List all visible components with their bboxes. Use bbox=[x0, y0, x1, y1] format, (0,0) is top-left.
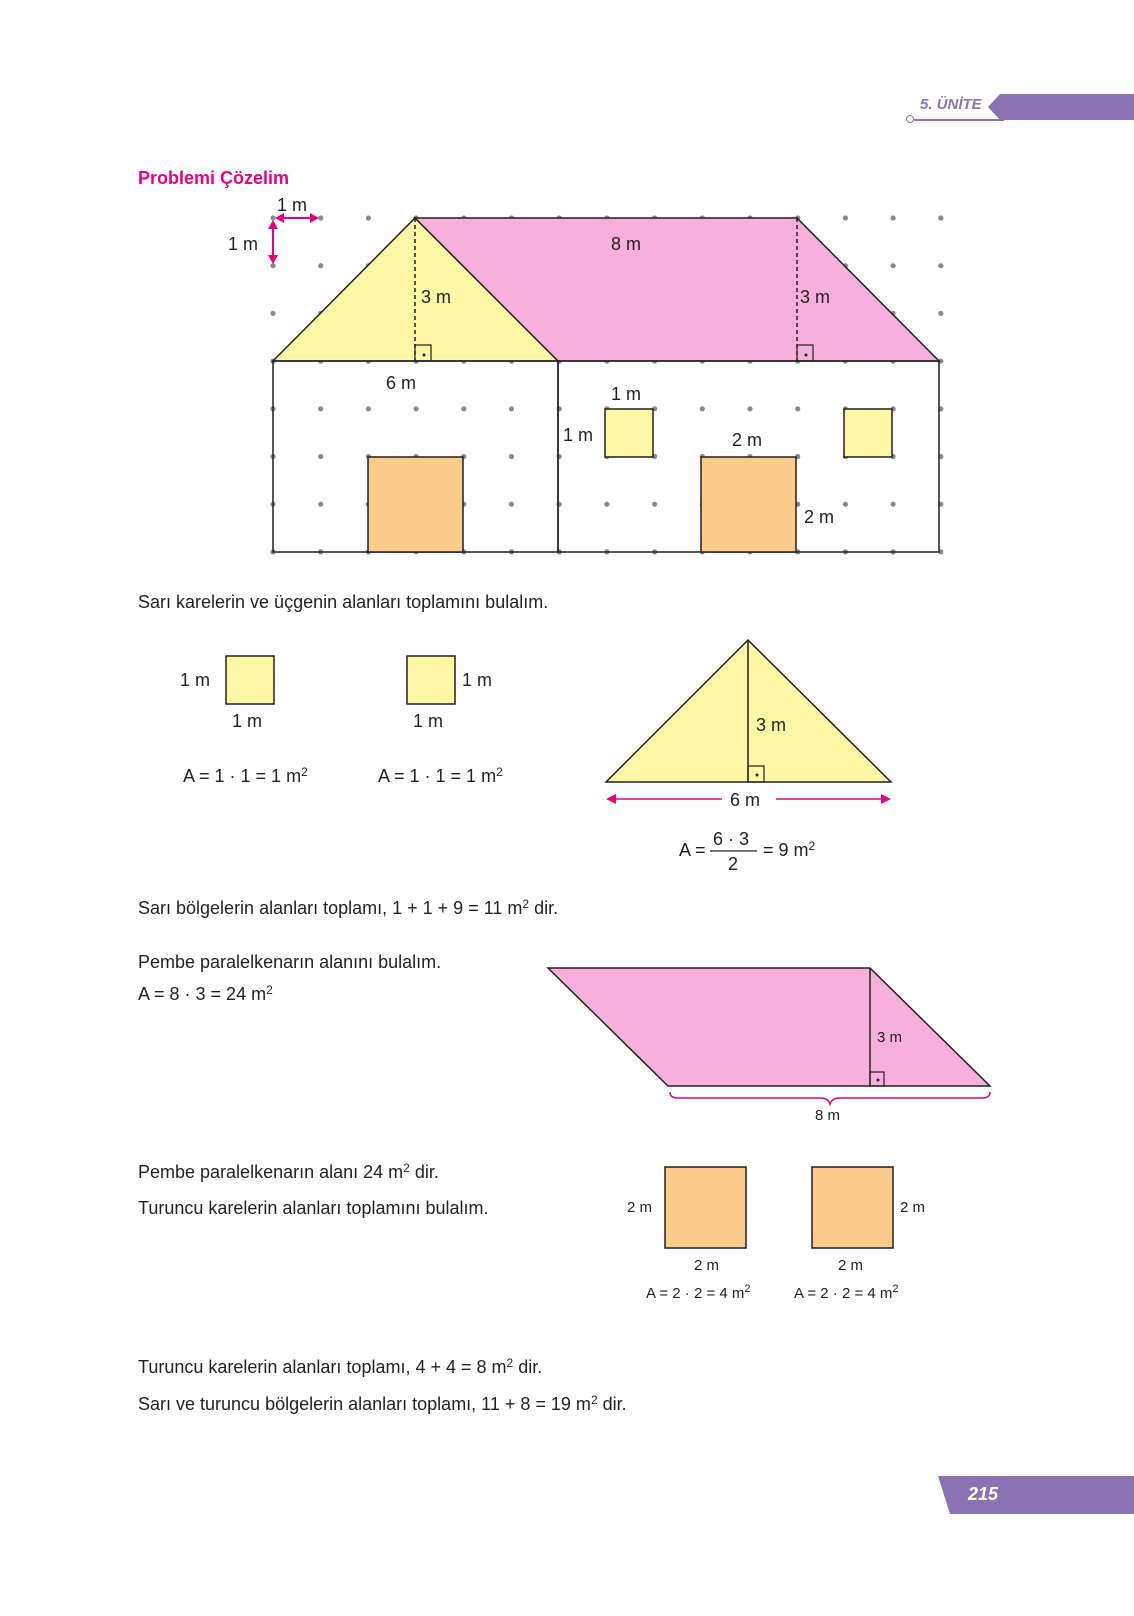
yellow-square-2-formula: A = 1 · 1 = 1 $m^2$ bbox=[378, 765, 503, 786]
parallelogram-intro: Pembe paralelkenarın alanını bulalım. bbox=[138, 952, 442, 972]
intro-yellow: Sarı karelerin ve üçgenin alanları toplamını bulalım. bbox=[138, 592, 549, 612]
yellow-triangle-base-label: 6 m bbox=[730, 790, 761, 810]
parallelogram-height-label: 3 m bbox=[800, 287, 831, 307]
window-top-label: 1 m bbox=[611, 384, 642, 404]
yellow-square-1-side: 1 m bbox=[180, 670, 211, 690]
unit-label-vertical: 1 m bbox=[228, 234, 259, 254]
parallelogram-formula: A = 8 · 3 = 24 $m^2$ bbox=[138, 983, 273, 1004]
pink-parallelogram-base-label: 8 m bbox=[815, 1107, 841, 1124]
orange-square-1-bottom: 2 m bbox=[694, 1257, 720, 1274]
triangle-formula-result: = 9 $m^2$ bbox=[763, 839, 816, 860]
triangle-height-label: 3 m bbox=[421, 287, 452, 307]
triangle-formula-lead: A = bbox=[679, 840, 706, 860]
sum-orange: Turuncu karelerin alanları toplamı, 4 + 4 = 8 $m^2$ dir. bbox=[138, 1356, 543, 1377]
yellow-square-2-side: 1 m bbox=[462, 670, 493, 690]
pink-parallelogram-height-label: 3 m bbox=[877, 1029, 903, 1046]
sum-yellow: Sarı bölgelerin alanları toplamı, 1 + 1 + 9 = 11 $m^2$ dir. bbox=[138, 897, 559, 918]
door-side-label: 2 m bbox=[804, 507, 835, 527]
door-top-label: 2 m bbox=[732, 430, 763, 450]
yellow-square-1-formula: A = 1 · 1 = 1 $m^2$ bbox=[183, 765, 308, 786]
orange-square-2 bbox=[812, 1167, 893, 1248]
orange-square-2-side: 2 m bbox=[900, 1199, 926, 1216]
yellow-square-1-bottom: 1 m bbox=[232, 711, 263, 731]
orange-square-1-formula: A = 2 · 2 = 4 $m^2$ bbox=[646, 1283, 751, 1302]
unit-label-horizontal: 1 m bbox=[277, 195, 308, 215]
window-side-label: 1 m bbox=[563, 425, 594, 445]
triangle-formula-numerator: 6 · 3 bbox=[713, 829, 750, 849]
orange-square-1 bbox=[665, 1167, 746, 1248]
yellow-triangle-height-label: 3 m bbox=[756, 715, 787, 735]
parallelogram-result: Pembe paralelkenarın alanı 24 $m^2$ dir. bbox=[138, 1161, 439, 1182]
sum-total: Sarı ve turuncu bölgelerin alanları toplamı, 11 + 8 = 19 $m^2$ dir. bbox=[138, 1393, 627, 1414]
orange-square-2-bottom: 2 m bbox=[838, 1257, 864, 1274]
orange-square-1-side: 2 m bbox=[627, 1199, 653, 1216]
orange-square-2-formula: A = 2 · 2 = 4 $m^2$ bbox=[794, 1283, 899, 1302]
yellow-square-2-bottom: 1 m bbox=[413, 711, 444, 731]
roof-top-label: 8 m bbox=[611, 234, 642, 254]
triangle-base-label: 6 m bbox=[386, 373, 417, 393]
triangle-formula-denominator: 2 bbox=[728, 854, 739, 874]
unit-label: 5. ÜNİTE bbox=[920, 96, 982, 113]
section-heading: Problemi Çözelim bbox=[138, 168, 290, 188]
orange-intro: Turuncu karelerin alanları toplamını bulalım. bbox=[138, 1198, 489, 1218]
page-number: 215 bbox=[968, 1484, 999, 1504]
